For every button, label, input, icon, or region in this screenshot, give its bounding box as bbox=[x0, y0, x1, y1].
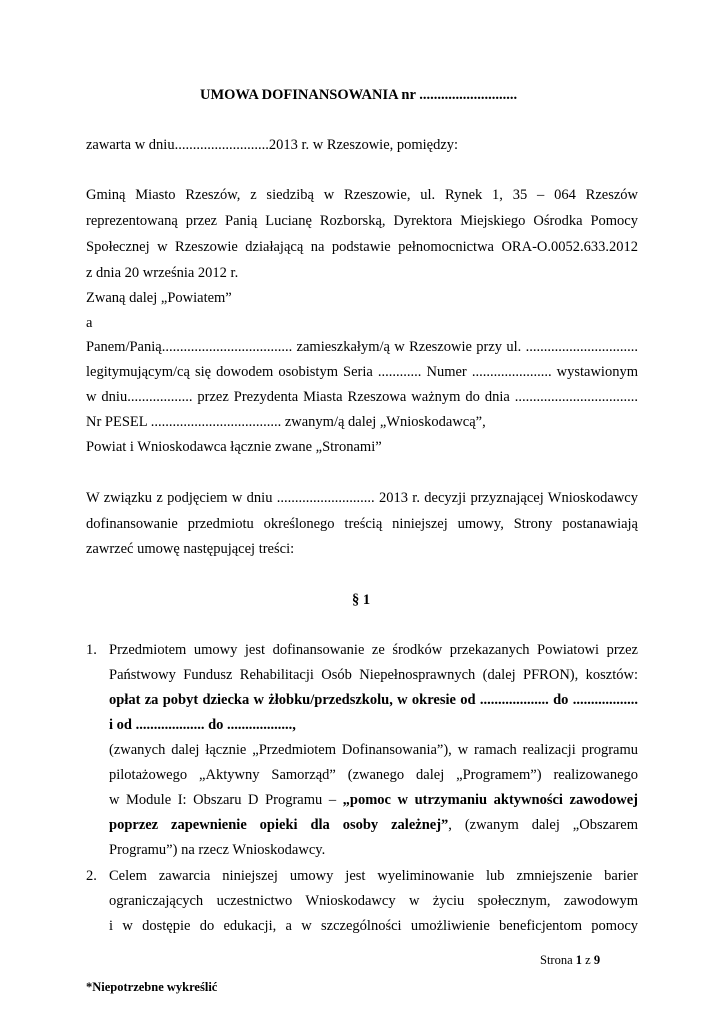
footnote: *Niepotrzebne wykreślić bbox=[86, 980, 218, 994]
list-item-text-bold: poprzez zapewnienie opieki dla osoby zależnej” bbox=[109, 817, 449, 833]
document-title: UMOWA DOFINANSOWANIA nr ........................... bbox=[200, 87, 518, 103]
conclusion-line: zawarta w dniu..........................2013 r. w Rzeszowie, pomiędzy: bbox=[86, 137, 459, 153]
conjunction: a bbox=[86, 315, 93, 331]
party2-line: legitymującym/cą się dowodem osobistym Seria ............ Numer ...................... wystawionym bbox=[86, 364, 638, 380]
list-item-line: Celem zawarcia niniejszej umowy jest wyeliminowanie lub zmniejszenie barier bbox=[109, 868, 638, 884]
list-item-line bbox=[109, 816, 638, 834]
section-heading: § 1 bbox=[352, 592, 371, 608]
page-prefix: Strona bbox=[540, 953, 576, 967]
list-item-line: pilotażowego „Aktywny Samorząd” (zwanego dalej „Programem”) realizowanego bbox=[109, 767, 638, 783]
party2-line: w dniu.................. przez Prezydenta Miasta Rzeszowa ważnym do dnia .................................. bbox=[86, 389, 638, 405]
party2-line: Powiat i Wnioskodawca łącznie zwane „Stronami” bbox=[86, 439, 382, 455]
list-item-line: ograniczających uczestnictwo Wnioskodawcy w życiu społecznym, zawodowym bbox=[109, 893, 638, 909]
list-item-line: Przedmiotem umowy jest dofinansowanie ze środków przekazanych Powiatowi przez bbox=[109, 642, 638, 658]
page-current: 1 bbox=[575, 953, 583, 967]
party1-line: Gminą Miasto Rzeszów, z siedzibą w Rzeszowie, ul. Rynek 1, 35 – 064 Rzeszów bbox=[86, 187, 638, 203]
list-item-line: Państwowy Fundusz Rehabilitacji Osób Niepełnosprawnych (dalej PFRON), kosztów: bbox=[109, 667, 638, 683]
party1-line: Społecznej w Rzeszowie działającą na podstawie pełnomocnictwa ORA-O.0052.633.2012 bbox=[86, 239, 638, 255]
party1-line: z dnia 20 września 2012 r. bbox=[86, 265, 239, 281]
powiat-label: Zwaną dalej „Powiatem” bbox=[86, 290, 232, 306]
list-item-line: i w dostępie do edukacji, a w szczególności umożliwienie beneficjentom pomocy bbox=[109, 918, 638, 934]
list-item-line: i od ................... do .................., bbox=[109, 717, 296, 733]
list-item-line bbox=[109, 791, 638, 809]
party1-line: reprezentowaną przez Panią Lucianę Rozborską, Dyrektora Miejskiego Ośrodka Pomocy bbox=[86, 213, 638, 229]
list-item-line: opłat za pobyt dziecka w żłobku/przedszkolu, w okresie od ................... do .................. bbox=[109, 692, 638, 708]
page-number bbox=[540, 952, 600, 968]
list-item-text-bold: „pomoc w utrzymaniu aktywności zawodowej bbox=[342, 792, 638, 808]
intro-line: zawrzeć umowę następującej treści: bbox=[86, 541, 295, 557]
intro-line: dofinansowanie przedmiotu określonego treścią niniejszej umowy, Strony postanawiają bbox=[86, 516, 638, 532]
page-total: 9 bbox=[593, 953, 601, 967]
list-number: 1. bbox=[86, 642, 97, 658]
intro-line: W związku z podjęciem w dniu ........................... 2013 r. decyzji przyznającej Wnioskodawcy bbox=[86, 490, 638, 506]
list-item-text: , (zwanym dalej „Obszarem bbox=[448, 817, 638, 833]
party2-line: Nr PESEL .................................... zwanym/ą dalej „Wnioskodawcą”, bbox=[86, 414, 486, 430]
list-item-text: w Module I: Obszaru D Programu – bbox=[109, 792, 343, 808]
list-number: 2. bbox=[86, 868, 97, 884]
list-item-line: (zwanych dalej łącznie „Przedmiotem Dofinansowania”), w ramach realizacji programu bbox=[109, 742, 638, 758]
list-item-line: Programu”) na rzecz Wnioskodawcy. bbox=[109, 842, 326, 858]
party2-line: Panem/Panią.................................... zamieszkałym/ą w Rzeszowie przy ul. ............................... bbox=[86, 339, 638, 355]
page-separator: z bbox=[582, 953, 594, 967]
